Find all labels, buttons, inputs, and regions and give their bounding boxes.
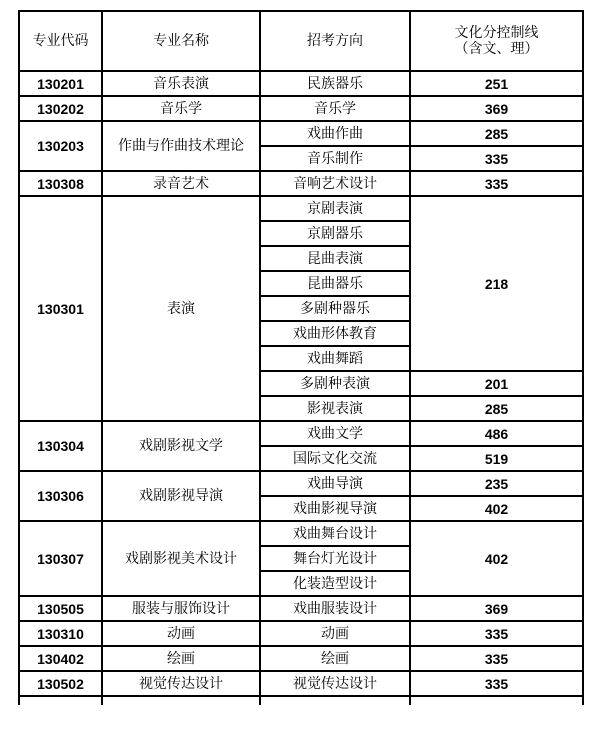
table-row [19, 421, 583, 446]
header-name: 专业名称 [102, 11, 260, 71]
score: 369 [410, 596, 583, 621]
header-code: 专业代码 [19, 11, 102, 71]
major-code: 130310 [19, 621, 102, 646]
direction: 音响艺术设计 [260, 171, 410, 196]
header-direction: 招考方向 [260, 11, 410, 71]
direction: 多剧种表演 [260, 371, 410, 396]
score: 235 [410, 471, 583, 496]
score: 285 [410, 396, 583, 421]
table-row [19, 171, 583, 196]
table-row [19, 96, 583, 121]
direction: 化装造型设计 [260, 571, 410, 596]
major-name: 视觉传达设计 [102, 671, 260, 696]
direction: 戏曲舞台设计 [260, 521, 410, 546]
table-row [19, 671, 583, 696]
header-score-line2: （含文、理） [454, 41, 539, 57]
score: 335 [410, 621, 583, 646]
major-name: 作曲与作曲技术理论 [102, 121, 260, 171]
table-row [19, 521, 583, 546]
table-row [19, 646, 583, 671]
direction: 戏曲文学 [260, 421, 410, 446]
direction: 绘画 [260, 646, 410, 671]
major-name: 表演 [102, 196, 260, 421]
table-row [19, 471, 583, 496]
direction: 戏曲形体教育 [260, 321, 410, 346]
header-score-line1: 文化分控制线 [454, 25, 539, 41]
direction: 影视表演 [260, 396, 410, 421]
major-code: 130301 [19, 196, 102, 421]
major-name: 戏剧影视导演 [102, 471, 260, 521]
table-cell-empty [410, 696, 583, 705]
score: 519 [410, 446, 583, 471]
header-score [410, 11, 583, 71]
direction: 动画 [260, 621, 410, 646]
score: 402 [410, 521, 583, 596]
score: 369 [410, 96, 583, 121]
major-name: 戏剧影视文学 [102, 421, 260, 471]
table-cell-empty [260, 696, 410, 705]
major-code: 130304 [19, 421, 102, 471]
direction: 民族器乐 [260, 71, 410, 96]
table-row-partial [19, 696, 583, 705]
table-header-row [19, 11, 583, 71]
table-row [19, 71, 583, 96]
major-code: 130308 [19, 171, 102, 196]
direction: 戏曲导演 [260, 471, 410, 496]
table-row [19, 196, 583, 221]
major-name: 录音艺术 [102, 171, 260, 196]
direction: 京剧器乐 [260, 221, 410, 246]
major-name: 音乐表演 [102, 71, 260, 96]
major-code: 130203 [19, 121, 102, 171]
major-name: 动画 [102, 621, 260, 646]
major-name: 戏剧影视美术设计 [102, 521, 260, 596]
direction: 音乐制作 [260, 146, 410, 171]
direction: 舞台灯光设计 [260, 546, 410, 571]
direction: 多剧种器乐 [260, 296, 410, 321]
direction: 戏曲服装设计 [260, 596, 410, 621]
direction: 戏曲影视导演 [260, 496, 410, 521]
major-name: 绘画 [102, 646, 260, 671]
score: 335 [410, 671, 583, 696]
direction: 戏曲作曲 [260, 121, 410, 146]
major-code: 130505 [19, 596, 102, 621]
score: 402 [410, 496, 583, 521]
major-code: 130502 [19, 671, 102, 696]
direction: 戏曲舞蹈 [260, 346, 410, 371]
admission-score-table [18, 10, 584, 705]
major-code: 130307 [19, 521, 102, 596]
direction: 国际文化交流 [260, 446, 410, 471]
major-code: 130202 [19, 96, 102, 121]
score: 251 [410, 71, 583, 96]
major-code: 130201 [19, 71, 102, 96]
table-cell-empty [102, 696, 260, 705]
direction: 京剧表演 [260, 196, 410, 221]
score: 335 [410, 146, 583, 171]
table-cell-empty [19, 696, 102, 705]
table-row [19, 596, 583, 621]
table-row [19, 121, 583, 146]
major-code: 130402 [19, 646, 102, 671]
direction: 视觉传达设计 [260, 671, 410, 696]
major-code: 130306 [19, 471, 102, 521]
major-name: 音乐学 [102, 96, 260, 121]
score: 335 [410, 646, 583, 671]
score: 486 [410, 421, 583, 446]
direction: 昆曲表演 [260, 246, 410, 271]
direction: 昆曲器乐 [260, 271, 410, 296]
score: 285 [410, 121, 583, 146]
score: 218 [410, 196, 583, 371]
score: 335 [410, 171, 583, 196]
table-row [19, 621, 583, 646]
direction: 音乐学 [260, 96, 410, 121]
major-name: 服装与服饰设计 [102, 596, 260, 621]
score: 201 [410, 371, 583, 396]
